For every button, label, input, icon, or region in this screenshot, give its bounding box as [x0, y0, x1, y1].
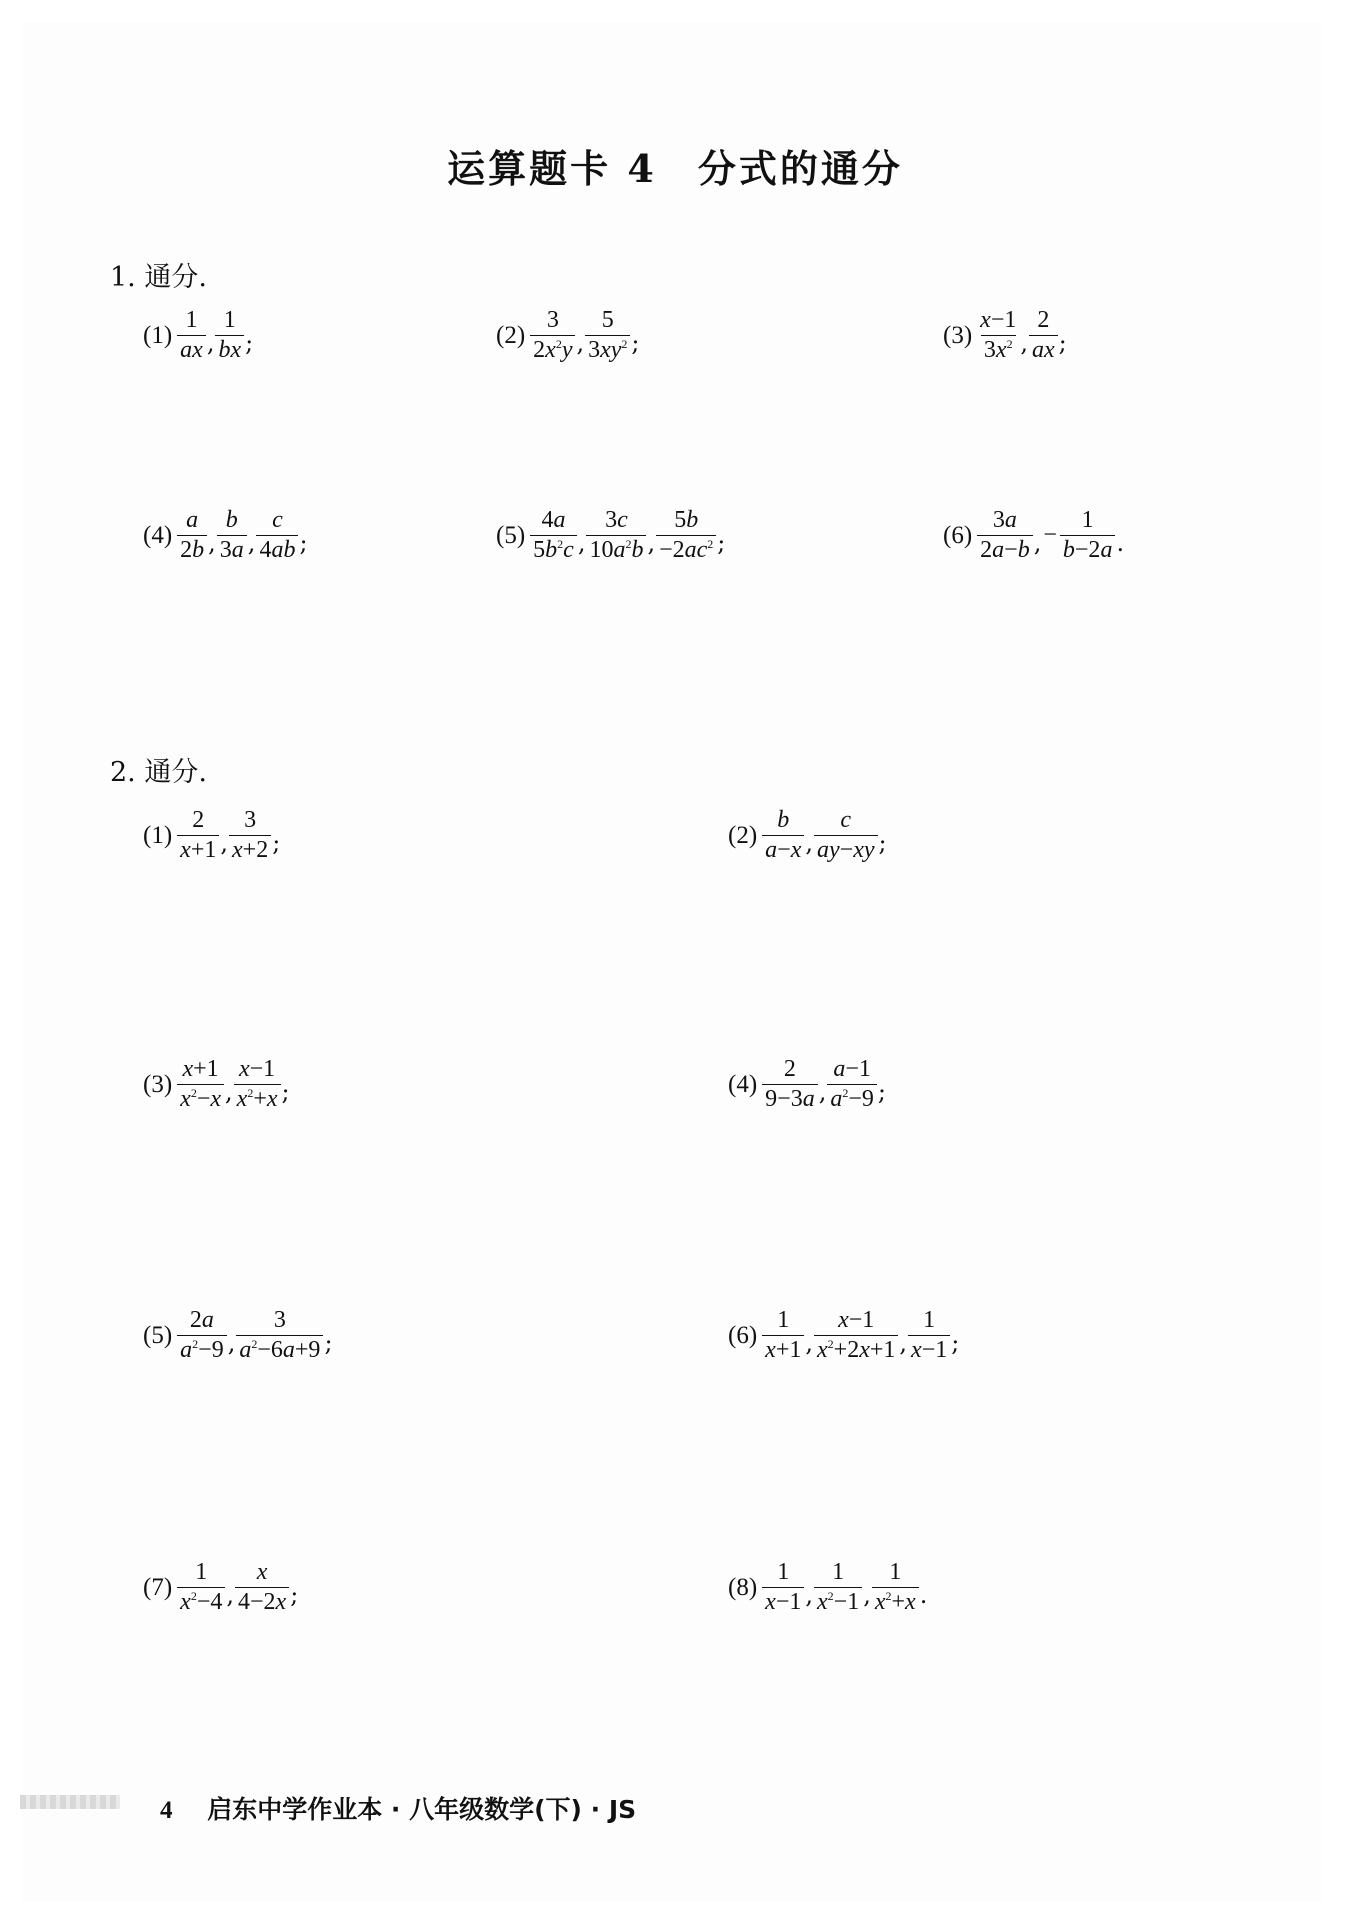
problem-number: (1)	[143, 821, 173, 849]
problem-number: (7)	[143, 1573, 173, 1601]
worksheet-page	[22, 22, 1322, 1902]
fraction: $\frac{3}{a^2-6a+9}$	[236, 1308, 323, 1363]
fraction: $\frac{x}{4-2x}$	[235, 1560, 289, 1615]
s2-problem-2: (2) $\frac{b}{a-x}$ , $\frac{c}{ay-xy}$ ;	[728, 807, 887, 864]
problem-end: .	[919, 1581, 928, 1610]
fraction: $\frac{x-1}{x^2+2x+1}$	[814, 1308, 898, 1363]
fraction: $\frac{a-1}{a^2-9}$	[827, 1057, 877, 1112]
fraction: $\frac{x-1}{x^2+x}$	[234, 1057, 281, 1112]
problem-number: (6)	[728, 1321, 758, 1349]
fraction: $\frac{x-1}{3x^2}$	[980, 307, 1017, 364]
fraction: $\frac{5}{3xy^2}$	[585, 308, 630, 363]
fraction: $\frac{3}{x+2}$	[229, 808, 271, 863]
problem-number: (8)	[728, 1573, 758, 1601]
section-1-heading: 1. 通分.	[110, 262, 207, 293]
fraction: $\frac{5b}{-2ac^2}$	[656, 508, 716, 563]
fraction: $\frac{2}{9-3a}$	[762, 1057, 818, 1112]
problem-end: ;	[324, 1329, 333, 1358]
s2-problem-6: (6) $\frac{1}{x+1}$ , $\frac{x-1}{x^2+2x+1}$ , $\frac{1}{x-1}$ ;	[728, 1307, 960, 1364]
fraction: $\frac{1}{x^2+x}$	[872, 1560, 919, 1615]
section-2-heading: 2. 通分.	[110, 757, 207, 788]
problem-number: (5)	[496, 521, 526, 549]
problem-end: ;	[290, 1581, 299, 1610]
fraction: $\frac{a}{2b}$	[177, 508, 207, 563]
problem-end: ;	[1058, 329, 1067, 358]
s1-problem-4: (4) $\frac{a}{2b}$ , $\frac{b}{3a}$ , $\frac{c}{4ab}$ ;	[143, 507, 308, 564]
fraction: $\frac{3a}{2a-b}$	[977, 508, 1033, 563]
page-number: 4	[160, 1797, 173, 1824]
fraction: $\frac{2a}{a^2-9}$	[177, 1308, 227, 1363]
s2-problem-7: (7) $\frac{1}{x^2-4}$ , $\frac{x}{4-2x}$ ;	[143, 1559, 299, 1616]
problem-number: (2)	[728, 821, 758, 849]
problem-end: ;	[631, 329, 640, 358]
problem-number: (5)	[143, 1321, 173, 1349]
problem-number: (3)	[943, 321, 973, 349]
problem-end: ;	[951, 1329, 960, 1358]
fraction: $\frac{c}{ay-xy}$	[814, 808, 878, 863]
fraction: $\frac{2}{x+1}$	[177, 808, 219, 863]
s1-problem-6: (6) $\frac{3a}{2a-b}$ , − $\frac{1}{b-2a}$ .	[943, 507, 1125, 564]
fraction: $\frac{1}{x^2-1}$	[814, 1560, 862, 1615]
problem-number: (6)	[943, 521, 973, 549]
fraction: $\frac{1}{ax}$	[177, 308, 206, 363]
fraction: $\frac{b}{3a}$	[217, 508, 247, 563]
fraction: $\frac{1}{x+1}$	[762, 1308, 804, 1363]
problem-end: ;	[281, 1078, 290, 1107]
problem-end: .	[1116, 529, 1125, 558]
stamp-mark	[20, 1795, 120, 1809]
footer	[160, 1790, 636, 1826]
problem-number: (2)	[496, 321, 526, 349]
problem-number: (4)	[143, 521, 173, 549]
fraction: $\frac{b}{a-x}$	[762, 808, 804, 863]
book-title: 启东中学作业本 · 八年级数学(下) · JS	[207, 1795, 637, 1824]
s1-problem-1: (1) $\frac{1}{ax}$ , $\frac{1}{bx}$ ;	[143, 307, 254, 364]
problem-number: (3)	[143, 1070, 173, 1098]
s2-problem-8: (8) $\frac{1}{x-1}$ , $\frac{1}{x^2-1}$ , $\frac{1}{x^2+x}$ .	[728, 1559, 928, 1616]
problem-end: ;	[299, 529, 308, 558]
fraction: $\frac{1}{b-2a}$	[1060, 508, 1116, 563]
problem-end: ;	[877, 1078, 886, 1107]
problem-number: (4)	[728, 1070, 758, 1098]
fraction: $\frac{1}{x-1}$	[908, 1308, 950, 1363]
fraction: $\frac{1}{x-1}$	[762, 1560, 804, 1615]
fraction: $\frac{2}{ax}$	[1029, 308, 1058, 363]
s1-problem-3: (3) $\frac{x-1}{3x^2}$ , $\frac{2}{ax}$ ;	[943, 307, 1067, 364]
fraction: $\frac{1}{bx}$	[215, 308, 244, 363]
fraction: $\frac{x+1}{x^2-x}$	[177, 1057, 224, 1112]
fraction: $\frac{3}{2x^2y}$	[530, 308, 575, 363]
problem-end: ;	[272, 829, 281, 858]
s1-problem-5: (5) $\frac{4a}{5b^2c}$ , $\frac{3c}{10a^2b}$ , $\frac{5b}{-2ac^2}$ ;	[496, 507, 726, 564]
problem-end: ;	[717, 529, 726, 558]
s1-problem-2: (2) $\frac{3}{2x^2y}$ , $\frac{5}{3xy^2}$ ;	[496, 307, 640, 364]
s2-problem-1: (1) $\frac{2}{x+1}$ , $\frac{3}{x+2}$ ;	[143, 807, 281, 864]
problem-end: ;	[878, 829, 887, 858]
fraction: $\frac{3c}{10a^2b}$	[586, 508, 646, 563]
problem-end: ;	[245, 329, 254, 358]
fraction: $\frac{c}{4ab}$	[256, 508, 298, 563]
s2-problem-4: (4) $\frac{2}{9-3a}$ , $\frac{a-1}{a^2-9}$ ;	[728, 1056, 886, 1113]
s2-problem-3: (3) $\frac{x+1}{x^2-x}$ , $\frac{x-1}{x^2+x}$ ;	[143, 1056, 290, 1113]
problem-number: (1)	[143, 321, 173, 349]
s2-problem-5: (5) $\frac{2a}{a^2-9}$ , $\frac{3}{a^2-6a+9}$ ;	[143, 1307, 333, 1364]
page-title: 运算题卡 4 分式的通分	[447, 146, 903, 191]
fraction: $\frac{4a}{5b^2c}$	[530, 508, 577, 563]
fraction: $\frac{1}{x^2-4}$	[177, 1560, 225, 1615]
